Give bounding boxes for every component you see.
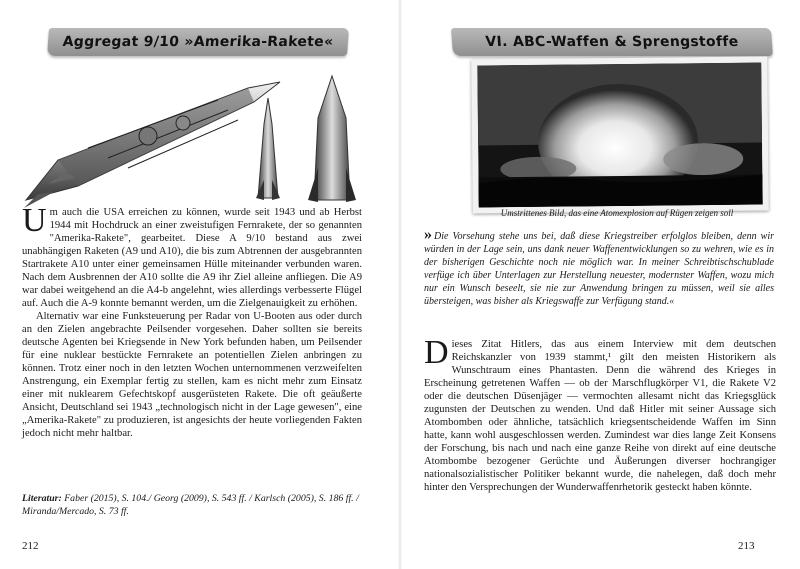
left-body-text (22, 202, 362, 440)
left-page-title: Aggregat 9/10 »Amerika-Rakete« (62, 34, 334, 50)
rocket-illustration-icon (18, 68, 358, 208)
left-page (18, 0, 390, 569)
left-chapter-banner (47, 28, 349, 56)
right-body-text (424, 334, 776, 494)
left-paragraph-1-text: m auch die USA erreichen zu können, wurde seit 1943 und ab Herbst 1944 mit Hochdruck an einer zweistufigen Fernrakete, der so genannten "Amerika-Rakete", gearbeitet. Diese A 9/10 bestand aus zwei unabhängigen Raketen (A9 und A10), die bis zum Abtrennen der ausgebrannten Startrakete A10 unter einer gemeinsamen Hülle miteinander verbunden waren. Nach dem Ausbrennen der A10 sollte die A9 ihr Ziel alleine anfliegen. Die A9 war dabei weitgehend an die A4-b angelehnt, wies allerdings verbesserte Flügel auf. Auch die A-9 konnte bemannt werden, um die Zielgenauigkeit zu erhöhen. (22, 207, 362, 309)
right-page-number: 213 (738, 540, 755, 552)
right-page-title: VI. ABC-Waffen & Sprengstoffe (484, 34, 740, 50)
hitler-quote (424, 228, 774, 308)
literature-label: Literatur: (22, 493, 62, 504)
right-paragraph-text: ieses Zitat Hitlers, das aus einem Interview mit dem deutschen Reichskanzler von 1939 stammt,¹ gilt den meisten Historikern als Wunschtraum eines Phantasten. Denn die während des Krieges in Erscheinung getretenen Waffen — ob der Marschflugkörper V1, die Rakete V2 oder die deutschen Düsenjäger — vermochten allesamt nicht das Kriegsglück zugunsten der Deutschen zu wenden. Und daß Hitler mit seiner Aussage sich Atombomben oder ähnliche, tatsächlich kriegsentscheidende Waffen im Sinn hatte, kann wohl ausgeschlossen werden. Zumindest war dies lange Zeit Konsens der Forschung, bis nach und nach eine ganze Reihe von direkt auf eine deutsche Atombombe bezogener Gerüchte und Äußerungen diverser hochrangiger nationalsozialistischer Politiker bekannt wurde, die nahelegen, daß doch mehr hinter den Versprechungen der Wunderwaffenrhetorik gesteckt haben könnte. (424, 339, 776, 493)
left-page-number: 212 (22, 540, 39, 552)
left-dropcap: U (22, 202, 47, 239)
right-chapter-banner (451, 28, 773, 56)
left-paragraph-2: Alternativ war eine Funksteuerung per Radar von U-Booten aus oder durch an den Zielen angebrachte Peilsender vorgesehen. Daher sollten sie bereits deutsche Agenten bei Kriegsende in New York befunden haben, um Peilsender für eine nuklear bestückte Fernrakete an potentiellen Zielen anbringen zu können. Trotz einer noch in den letzten Wochen unternommenen verzweifelten Anstrengung, ein Exemplar fertig zu stellen, kam es nicht mehr zum Einsatz einer mit nuklearem Gefechtskopf ausgerüsteten Rakete. Die oft geäußerte Ansicht, Deutschland sei 1943 „technologisch nicht in der Lage gewesen", eine „Amerika-Rakete" zu produzieren, ist angesichts der heute vorliegenden Fakten jedoch nicht mehr haltbar. (22, 311, 362, 439)
atomic-explosion-photo-icon (471, 56, 769, 213)
right-page (412, 0, 784, 569)
quote-text: Die Vorsehung stehe uns bei, daß diese Kriegstreiber erfolglos bleiben, denn wir würden in der Lage sein, uns dank neuer Waffenentwicklungen so zu wehren, wie es in der bisherigen Geschichte noch nie möglich war. In meiner Schreibtischschublade verfüge ich über Unterlagen zur Herstellung neuester, modernster Waffen, wozu mich nur ein Wunsch beseelt, sie nie zur Anwendung bringen zu müssen, weil sie alles übersteigen, was bisher als Kriegswaffe zur Verfügung stand.« (424, 231, 774, 307)
photo-caption: Umstrittenes Bild, das eine Atomexplosion auf Rügen zeigen soll (500, 208, 734, 218)
literature-text: Faber (2015), S. 104./ Georg (2009), S. 543 ff. / Karlsch (2005), S. 186 ff. / Miranda/Mercado, S. 73 ff. (22, 493, 359, 517)
left-paragraph-1 (22, 202, 362, 310)
right-paragraph (424, 334, 776, 494)
right-dropcap: D (424, 334, 449, 371)
quote-open-mark: » (424, 226, 432, 243)
book-gutter (398, 0, 402, 569)
literature-note (22, 492, 362, 518)
